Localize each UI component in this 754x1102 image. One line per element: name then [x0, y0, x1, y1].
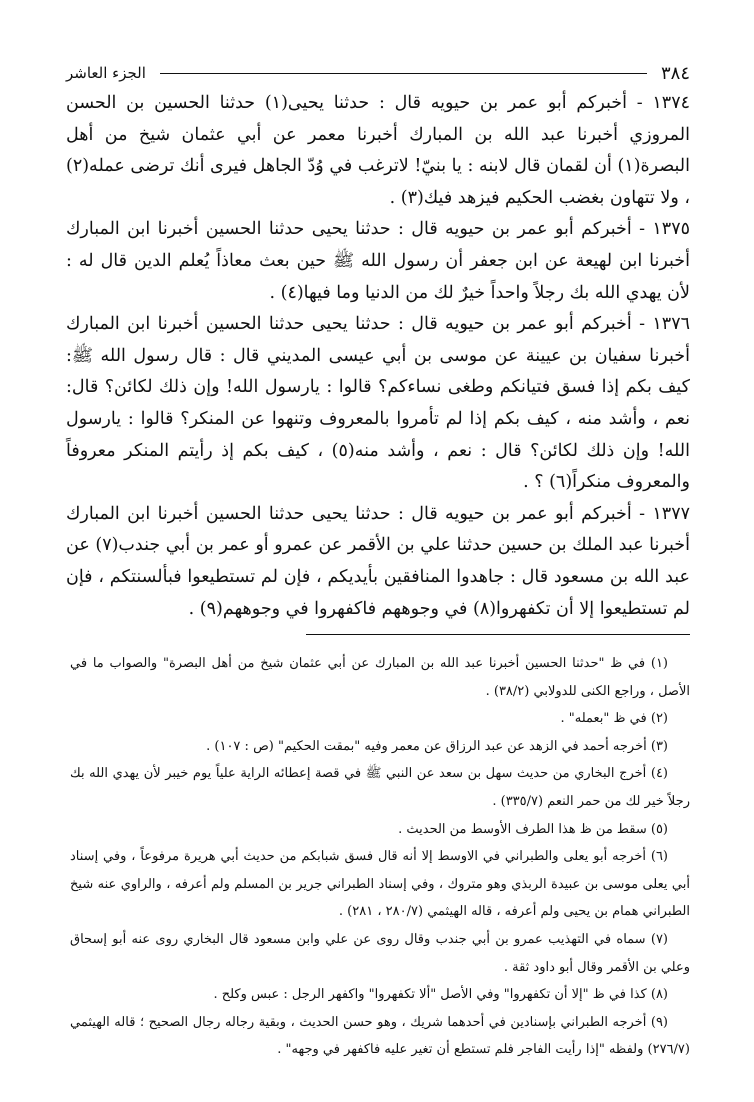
footnote-2: (٢) في ظ "بعمله" .: [560, 711, 668, 727]
footnote-separator: [306, 634, 690, 635]
hadith-1375: ١٣٧٥ - أخبركم أبو عمر بن حيويه قال : حدثنا يحيى حدثنا الحسين أخبرنا ابن المبارك أخبرنا ابن لهيعة عن ابن جعفر أن رسول الله ﷺ حين بعث معاذاً يُعلم الدين قال له : لأن يهدي الله بك رجلاً واحداً خيرٌ لك من الدنيا وما فيها(٤) .: [66, 219, 690, 303]
footnote-4: (٤) أخرج البخاري من حديث سهل بن سعد عن النبي ﷺ في قصة إعطائه الراية علياً يوم خيبر لأن يهدي الله بك رجلاً خير لك من حمر النعم (٣٣٥/٧) .: [70, 766, 690, 809]
footnotes: [70, 650, 690, 1064]
footnote-3: (٣) أخرجه أحمد في الزهد عن عبد الرزاق عن معمر وفيه "بمقت الحكيم" (ص : ١٠٧) .: [206, 738, 668, 754]
footnote-9: (٩) أخرجه الطبراني بإسنادين في أحدهما شريك ، وهو حسن الحديث ، وبقية رجاله رجال الصحيح ؛ قاله الهيثمي (٢٧٦/٧) ولفظه "إذا رأيت الفاجر فلم تستطع أن تغير عليه فاكفهر في وجهه" .: [70, 1014, 690, 1058]
page-header: [66, 60, 690, 86]
footnote-1: (١) في ظ "حدثنا الحسين أخبرنا عبد الله بن المبارك عن أبي عثمان شيخ من أهل البصرة" والصواب ما في الأصل ، وراجع الكنى للدولابي (٣٨/٢) .: [70, 656, 690, 699]
hadith-1374: ١٣٧٤ - أخبركم أبو عمر بن حيويه قال : حدثنا يحيى(١) حدثنا الحسين بن الحسن المروزي أخبرنا عبد الله بن المبارك أخبرنا معمر عن أبي عثمان شيخ من أهل البصرة(١) أن لقمان قال لابنه : يا بنيّ! لاترغب في وُدّ الجاهل فيرى أنك ترضى عمله(٢) ، ولا تتهاون بغضب الحكيم فيزهد فيك(٣) .: [66, 93, 690, 208]
footnote-5: (٥) سقط من ظ هذا الطرف الأوسط من الحديث .: [398, 821, 668, 837]
page-number: ٣٨٤: [660, 62, 690, 84]
header-rule: [160, 73, 647, 74]
footnote-8: (٨) كذا في ظ "إلا أن تكفهروا" وفي الأصل "ألا تكفهروا" واكفهر الرجل : عبس وكلح .: [213, 987, 668, 1003]
hadith-1376: ١٣٧٦ - أخبركم أبو عمر بن حيويه قال : حدثنا يحيى حدثنا الحسين أخبرنا ابن المبارك أخبرنا سفيان بن عيينة عن موسى بن أبي عيسى المديني قال : قال رسول الله ﷺ: كيف بكم إذا فسق فتيانكم وطغى نساءكم؟ قالوا : يارسول الله! وإن ذلك لكائن؟ قال: نعم ، وأشد منه ، كيف بكم إذا لم تأمروا بالمعروف وتنهوا عن المنكر؟ قالوا : يارسول الله! وإن ذلك لكائن؟ قال : نعم ، وأشد منه(٥) ، كيف بكم إذ رأيتم المنكر معروفاً والمعروف منكراً(٦) ؟ .: [66, 314, 690, 493]
hadith-1377: ١٣٧٧ - أخبركم أبو عمر بن حيويه قال : حدثنا يحيى حدثنا الحسين أخبرنا ابن المبارك أخبرنا عبد الملك بن حسين حدثنا علي بن الأقمر عن عمرو أو عمر بن أبي جندب(٧) عن عبد الله بن مسعود قال : جاهدوا المنافقين بأيديكم ، فإن لم تستطيعوا فبألسنتكم ، فإن لم تستطيعوا إلا أن تكفهروا(٨) في وجوههم فاكفهروا في وجوههم(٩) .: [66, 503, 690, 619]
running-title: الجزء العاشر: [66, 64, 146, 82]
main-text: [66, 88, 690, 625]
footnote-6: (٦) أخرجه أبو يعلى والطبراني في الاوسط إلا أنه قال فسق شبابكم من حديث أبي هريرة مرفوعاً ، وفي إسناد أبي يعلى موسى بن عبيدة الربذي وهو متروك ، وفي إسناد الطبراني جرير بن المسلم ولم أعرفه ، والراوي عنه شيخ الطبراني همام بن يحيى ولم أعرفه ، قاله الهيثمي (٢٨٠/٧ ، ٢٨١) .: [70, 849, 690, 920]
footnote-7: (٧) سماه في التهذيب عمرو بن أبي جندب وقال روى عن علي وابن مسعود قال البخاري روى عنه أبو إسحاق وعلي بن الأقمر وقال أبو داود ثقة .: [70, 931, 690, 975]
